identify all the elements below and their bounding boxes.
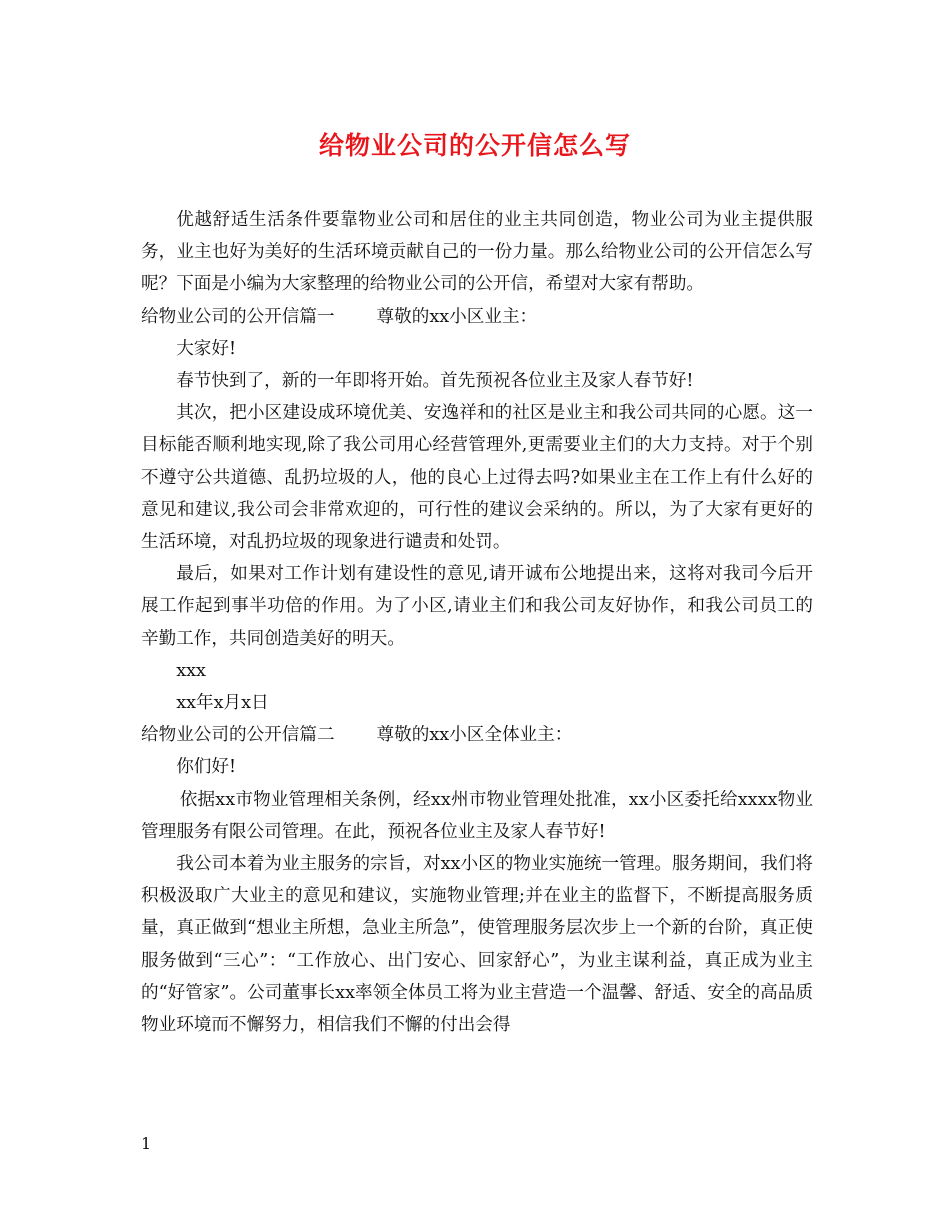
letter1-paragraph-1: 春节快到了，新的一年即将开始。首先预祝各位业主及家人春节好! bbox=[176, 371, 694, 392]
letter2-paragraph-2: 我公司本着为业主服务的宗旨，对xx小区的物业实施统一管理。服务期间，我们将积极汲取广大业主的意见和建议，实施物业管理;并在业主的监督下，不断提高服务质量，真正做到“想业主所想，急业主所急”，使管理服务层次步上一个新的台阶，真正使服务做到“三心”：“工作放心、出门安心、回家舒心”，为业主谋利益，真正成为业主的“好管家”。公司董事长xx率领全体员工将为业主营造一个温馨、舒适、安全的高品质物业环境而不懈努力，相信我们不懈的付出会得 bbox=[141, 854, 813, 1036]
page-number: 1 bbox=[141, 1134, 152, 1153]
letter1-date: xx年x月x日 bbox=[176, 693, 269, 714]
letter1-paragraph-2: 其次，把小区建设成环境优美、安逸祥和的社区是业主和我公司共同的心愿。这一目标能否顺利地实现,除了我公司用心经营管理外,更需要业主们的大力支持。对于个别不遵守公共道德、乱扔垃圾的人，他的良心上过得去吗?如果业主在工作上有什么好的意见和建议,我公司会非常欢迎的，可行性的建议会采纳的。所以，为了大家有更好的生活环境，对乱扔垃圾的现象进行谴责和处罚。 bbox=[141, 403, 813, 553]
document-title: 给物业公司的公开信怎么写 bbox=[318, 131, 631, 160]
letter1-heading-line bbox=[141, 301, 813, 333]
letter1-paragraph-3: 最后，如果对工作计划有建设性的意见,请开诚布公地提出来，这将对我司今后开展工作起到事半功倍的作用。为了小区,请业主们和我公司友好协作，和我公司员工的辛勤工作，共同创造美好的明天。 bbox=[141, 564, 813, 649]
letter2-heading: 给物业公司的公开信篇二 bbox=[141, 725, 335, 746]
letter1-heading: 给物业公司的公开信篇一 bbox=[141, 306, 335, 327]
letter1-salutation: 尊敬的xx小区业主： bbox=[376, 306, 538, 327]
letter2-heading-line bbox=[141, 719, 813, 751]
intro-paragraph: 优越舒适生活条件要靠物业公司和居住的业主共同创造，物业公司为业主提供服务，业主也好为美好的生活环境贡献自己的一份力量。那么给物业公司的公开信怎么写呢？下面是小编为大家整理的给物业公司的公开信，希望对大家有帮助。 bbox=[141, 210, 813, 295]
letter1-signature: xxx bbox=[176, 660, 206, 681]
letter1-greeting: 大家好! bbox=[176, 338, 237, 359]
document-body bbox=[141, 204, 813, 1041]
letter2-greeting: 你们好! bbox=[176, 757, 237, 778]
letter2-paragraph-1: 依据xx市物业管理相关条例，经xx州市物业管理处批准，xx小区委托给xxxx物业管理服务有限公司管理。在此，预祝各位业主及家人春节好! bbox=[141, 789, 813, 842]
letter2-salutation: 尊敬的xx小区全体业主： bbox=[376, 725, 573, 746]
